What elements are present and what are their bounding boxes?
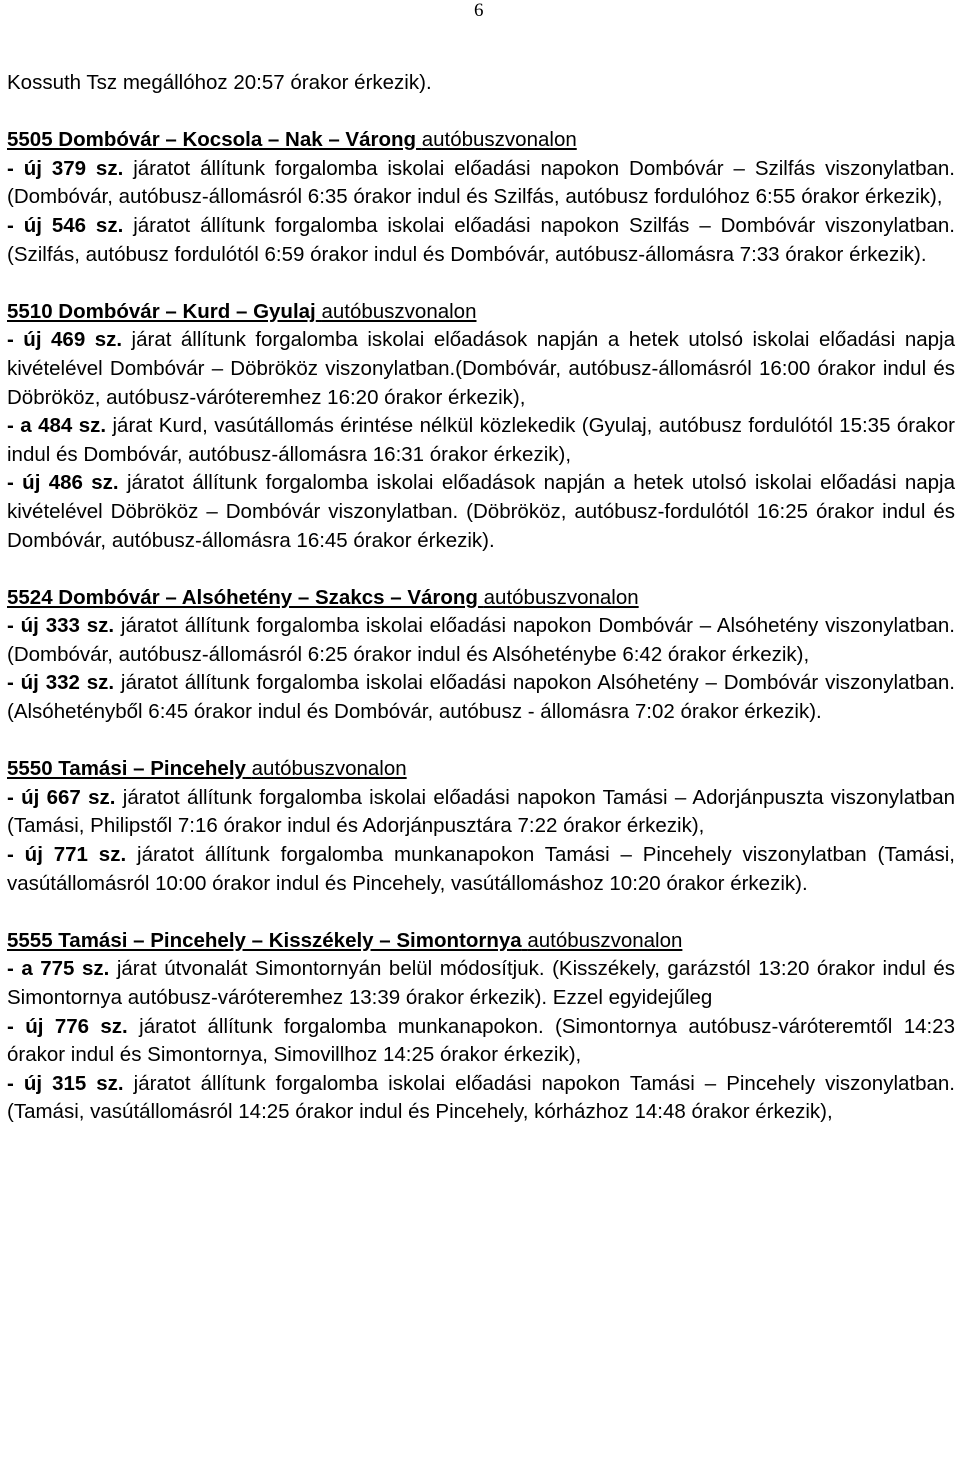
route-name: 5550 Tamási – Pincehely [7,757,246,781]
service-item [7,1070,955,1127]
service-text: járatot állítunk forgalomba iskolai előadási napokon Tamási – Pincehely viszonylatban. (Tamási, vasútállomásról 14:25 órakor indul és Pincehely, kórházhoz 14:48 órakor érkezik), [7,1071,955,1124]
service-lead: - új 332 sz. [7,671,115,695]
route-suffix: autóbuszvonalon [421,128,577,152]
service-lead: - új 667 sz. [7,785,116,809]
service-text: járat Kurd, vasútállomás érintése nélkül közlekedik (Gyulaj, autóbusz fordulótól 15:35 órakor indul és Dombóvár, autóbusz-állomásra 16:31 órakor érkezik), [7,414,955,466]
document-body [7,69,955,1127]
route-suffix: autóbuszvonalon [321,299,477,323]
route-name: 5524 Dombóvár – Alsóhetény – Szakcs – Várong [7,585,478,609]
service-text: járat útvonalát Simontornyán belül módosítjuk. (Kisszékely, garázstól 13:20 órakor indul és Simontornya autóbusz-váróteremhez 13:39 órakor érkezik). Ezzel egyidejűleg [7,957,955,1009]
intro-paragraph: Kossuth Tsz megállóhoz 20:57 órakor érkezik). [7,71,432,94]
section-5505 [7,126,955,269]
service-lead: - új 315 sz. [7,1071,124,1095]
section-heading [7,298,955,327]
service-text: járatot állítunk forgalomba iskolai előadási napokon Dombóvár – Szilfás viszonylatban. (Dombóvár, autóbusz-állomásról 6:35 órakor indul és Szilfás, autóbusz fordulóhoz 6:55 órakor érkezik), [7,156,955,209]
service-text: járatot állítunk forgalomba iskolai előadási napokon Dombóvár – Alsóhetény viszonylatban. (Dombóvár, autóbusz-állomásról 6:25 órakor indul és Alsóheténybe 6:42 órakor érkezik), [7,614,955,666]
service-lead: - új 771 sz. [7,843,127,867]
route-suffix: autóbuszvonalon [527,928,683,952]
route-name: 5555 Tamási – Pincehely – Kisszékely – Simontornya [7,928,522,952]
section-5510 [7,298,955,555]
service-item [7,612,955,669]
section-5524 [7,584,955,727]
section-heading [7,755,955,784]
route-name: 5505 Dombóvár – Kocsola – Nak – Várong [7,128,417,152]
section-heading [7,126,955,155]
service-item [7,212,955,269]
section-5555 [7,927,955,1127]
service-item [7,155,955,212]
service-item [7,841,955,898]
service-item [7,955,955,1012]
service-item [7,326,955,412]
service-item [7,412,955,469]
service-item [7,784,955,841]
section-5550 [7,755,955,898]
service-lead: - új 379 sz. [7,156,124,180]
service-lead: - új 469 sz. [7,328,123,352]
service-text: járatot állítunk forgalomba iskolai előadási napokon Szilfás – Dombóvár viszonylatban. (Szilfás, autóbusz fordulótól 6:59 órakor indul és Dombóvár, autóbusz-állomásra 7:33 órakor érkezik). [7,213,955,266]
route-suffix: autóbuszvonalon [251,757,407,781]
service-lead: - új 333 sz. [7,614,115,638]
service-lead: - új 546 sz. [7,213,124,237]
service-text: járatot állítunk forgalomba iskolai előadások napján a hetek utolsó iskolai előadási napja kivételével Döbrököz – Dombóvár viszonylatban. (Döbrököz, autóbusz-fordulótól 16:25 órakor indul és Dombóvár, autóbusz-állomásra 16:45 órakor érkezik). [7,471,956,552]
service-text: járatot állítunk forgalomba munkanapokon Tamási – Pincehely viszonylatban (Tamási, vasútállomásról 10:00 órakor indul és Pincehely, vasútállomáshoz 10:20 órakor érkezik). [7,843,956,895]
service-text: járatot állítunk forgalomba iskolai előadási napokon Alsóhetény – Dombóvár viszonylatban. (Alsóhetényből 6:45 órakor indul és Dombóvár, autóbusz - állomásra 7:02 órakor érkezik). [7,671,955,724]
service-lead: - új 776 sz. [7,1014,128,1038]
page-number: 6 [474,0,484,21]
service-text: járatot állítunk forgalomba munkanapokon. (Simontornya autóbusz-váróteremtől 14:23 órakor indul és Simontornya, Simovillhoz 14:25 órakor érkezik), [7,1014,955,1067]
route-suffix: autóbuszvonalon [483,585,639,609]
service-item [7,669,955,726]
section-heading [7,927,955,956]
service-lead: - új 486 sz. [7,471,119,495]
service-text: járat állítunk forgalomba iskolai előadások napján a hetek utolsó iskolai előadási napja kivételével Dombóvár – Döbrököz viszonylatban.(Dombóvár, autóbusz-állomásról 16:00 órakor indul és Döbrököz, autóbusz-váróteremhez 16:20 órakor érkezik), [7,328,955,409]
section-heading [7,584,955,613]
service-lead: - a 775 sz. [7,957,110,981]
service-item [7,1013,955,1070]
service-item [7,469,955,555]
route-name: 5510 Dombóvár – Kurd – Gyulaj [7,299,316,323]
service-lead: - a 484 sz. [7,414,107,438]
service-text: járatot állítunk forgalomba iskolai előadási napokon Tamási – Adorjánpuszta viszonylatban (Tamási, Philipstől 7:16 órakor indul és Adorjánpusztára 7:22 órakor érkezik), [7,785,955,838]
